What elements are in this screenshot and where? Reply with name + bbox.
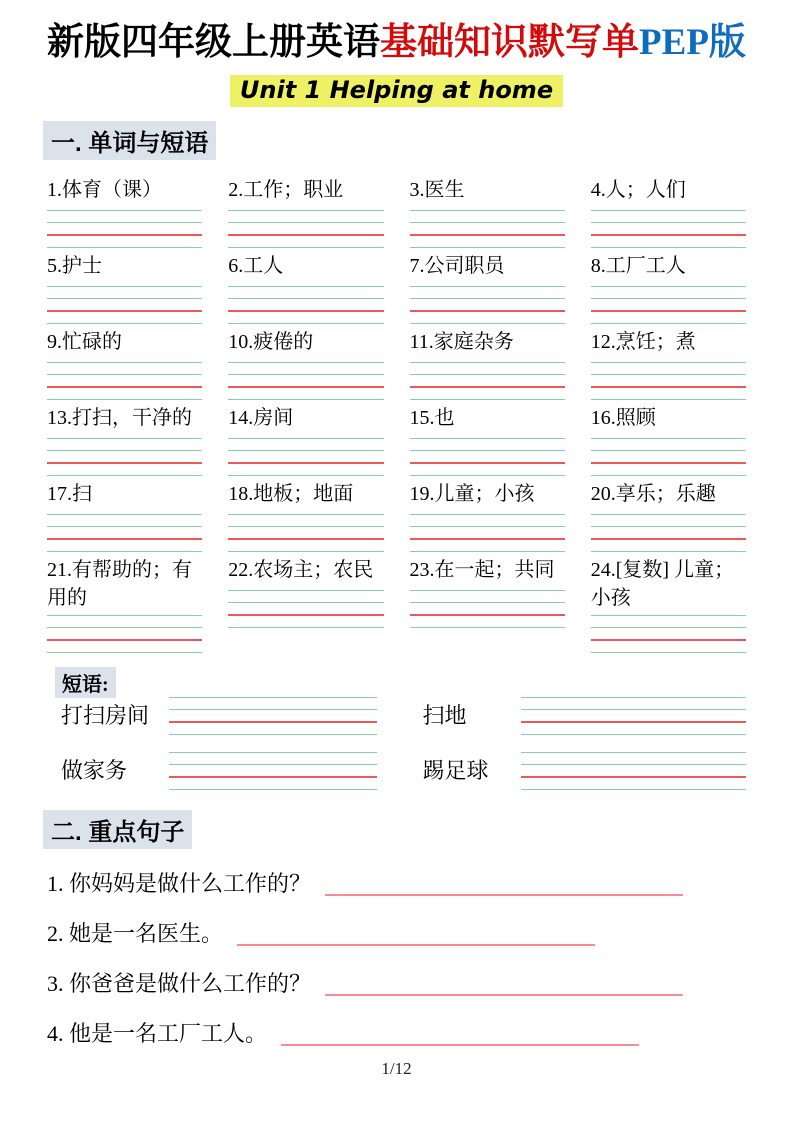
writing-line-green xyxy=(47,475,202,476)
sentence-item xyxy=(47,970,746,999)
writing-line-red xyxy=(47,538,202,540)
writing-line-green xyxy=(410,323,565,324)
word-item xyxy=(47,404,202,476)
writing-line-green xyxy=(521,752,747,753)
writing-line-red xyxy=(410,386,565,388)
word-label: 19.儿童；小孩 xyxy=(409,482,535,505)
writing-line-green xyxy=(410,210,565,211)
writing-line-green xyxy=(521,789,747,790)
page-title xyxy=(47,22,746,65)
phrases-label: 短语: xyxy=(55,667,116,698)
writing-line-green xyxy=(228,438,383,439)
writing-lines xyxy=(410,514,565,552)
writing-line-red xyxy=(410,538,565,540)
writing-line-green xyxy=(228,627,383,628)
word-item xyxy=(47,480,202,552)
word-label: 21.有帮助的；有用的 xyxy=(47,558,192,609)
answer-blank-line xyxy=(237,944,595,946)
writing-lines xyxy=(228,590,383,628)
writing-line-green xyxy=(521,697,747,698)
word-item xyxy=(591,556,746,653)
writing-lines xyxy=(47,362,202,400)
writing-line-green xyxy=(410,514,565,515)
writing-line-green xyxy=(169,734,377,735)
writing-line-green xyxy=(410,399,565,400)
writing-lines xyxy=(47,514,202,552)
title-part-blue: PEP版 xyxy=(639,22,746,63)
writing-line-green xyxy=(228,475,383,476)
writing-line-green xyxy=(410,551,565,552)
writing-line-green xyxy=(47,323,202,324)
writing-lines xyxy=(228,362,383,400)
writing-line-red xyxy=(47,234,202,236)
word-label: 14.房间 xyxy=(228,406,294,429)
writing-line-green xyxy=(47,362,202,363)
writing-lines xyxy=(410,286,565,324)
sentence-item xyxy=(47,1020,746,1049)
word-label: 16.照顾 xyxy=(590,406,656,429)
writing-line-green xyxy=(410,298,565,299)
writing-line-green xyxy=(169,789,377,790)
writing-line-green xyxy=(591,222,746,223)
section-sentences-header: 二. 重点句子 xyxy=(43,810,192,849)
word-item xyxy=(591,252,746,324)
word-item xyxy=(591,404,746,476)
sentence-text: 1. 你妈妈是做什么工作的？ xyxy=(47,870,312,896)
writing-line-green xyxy=(169,697,377,698)
unit-subtitle: Unit 1 Helping at home xyxy=(230,75,563,107)
writing-line-red xyxy=(228,614,383,616)
answer-blank-line xyxy=(281,1044,639,1046)
writing-lines xyxy=(47,438,202,476)
writing-line-red xyxy=(47,462,202,464)
writing-line-green xyxy=(228,526,383,527)
writing-line-green xyxy=(591,286,746,287)
writing-line-red xyxy=(228,310,383,312)
writing-lines xyxy=(521,697,747,735)
writing-line-green xyxy=(228,590,383,591)
title-part-red: 基础知识默写单 xyxy=(380,22,640,63)
writing-line-green xyxy=(228,374,383,375)
writing-line-green xyxy=(410,247,565,248)
writing-line-green xyxy=(47,514,202,515)
writing-line-red xyxy=(228,386,383,388)
writing-line-green xyxy=(228,247,383,248)
writing-line-green xyxy=(228,362,383,363)
writing-lines xyxy=(591,438,746,476)
phrase-label: 做家务 xyxy=(61,757,128,783)
word-label: 8.工厂工人 xyxy=(590,254,686,277)
writing-line-red xyxy=(521,776,747,778)
writing-line-green xyxy=(410,438,565,439)
writing-line-green xyxy=(410,374,565,375)
writing-line-red xyxy=(169,721,377,723)
word-label: 4.人；人们 xyxy=(590,178,686,201)
writing-line-green xyxy=(228,602,383,603)
writing-line-red xyxy=(410,614,565,616)
writing-lines xyxy=(591,210,746,248)
writing-line-green xyxy=(521,764,747,765)
word-item xyxy=(591,480,746,552)
phrase-grid xyxy=(47,694,746,790)
writing-line-green xyxy=(47,222,202,223)
word-label: 18.地板；地面 xyxy=(228,482,354,505)
word-label: 23.在一起；共同 xyxy=(409,558,555,581)
writing-line-green xyxy=(591,362,746,363)
word-label: 17.扫 xyxy=(47,482,92,505)
word-label: 12.烹饪；煮 xyxy=(590,330,696,353)
writing-line-green xyxy=(47,399,202,400)
answer-blank-line xyxy=(325,994,683,996)
word-item xyxy=(47,556,202,653)
writing-line-green xyxy=(591,615,746,616)
word-label: 20.享乐；乐趣 xyxy=(590,482,716,505)
word-label: 5.护士 xyxy=(47,254,102,277)
writing-line-green xyxy=(591,526,746,527)
writing-lines xyxy=(47,286,202,324)
writing-line-green xyxy=(591,514,746,515)
word-item xyxy=(228,252,383,324)
writing-lines xyxy=(47,210,202,248)
writing-line-green xyxy=(47,286,202,287)
writing-lines xyxy=(410,362,565,400)
word-item xyxy=(591,328,746,400)
writing-lines xyxy=(228,514,383,552)
writing-line-green xyxy=(47,526,202,527)
writing-line-green xyxy=(410,450,565,451)
writing-line-green xyxy=(228,298,383,299)
writing-line-red xyxy=(47,386,202,388)
writing-lines xyxy=(169,752,377,790)
word-label: 9.忙碌的 xyxy=(47,330,122,353)
writing-line-green xyxy=(228,323,383,324)
phrase-item xyxy=(417,749,747,790)
word-item xyxy=(47,252,202,324)
word-item xyxy=(228,404,383,476)
writing-line-green xyxy=(169,709,377,710)
writing-line-green xyxy=(591,475,746,476)
writing-lines xyxy=(521,752,747,790)
word-item xyxy=(591,176,746,248)
word-label: 7.公司职员 xyxy=(409,254,505,277)
writing-line-red xyxy=(228,538,383,540)
writing-line-red xyxy=(228,234,383,236)
writing-line-green xyxy=(591,438,746,439)
writing-line-red xyxy=(410,310,565,312)
writing-line-green xyxy=(47,298,202,299)
writing-line-green xyxy=(521,709,747,710)
writing-line-green xyxy=(410,286,565,287)
writing-lines xyxy=(410,590,565,628)
word-item xyxy=(410,404,565,476)
phrase-item xyxy=(47,694,377,735)
writing-line-green xyxy=(410,526,565,527)
writing-line-green xyxy=(410,602,565,603)
word-item xyxy=(47,176,202,248)
writing-line-green xyxy=(47,551,202,552)
writing-line-green xyxy=(591,627,746,628)
writing-line-red xyxy=(591,538,746,540)
writing-lines xyxy=(591,286,746,324)
word-item xyxy=(228,480,383,552)
word-label: 24.[复数] 儿童；小孩 xyxy=(590,558,735,609)
writing-lines xyxy=(591,615,746,653)
word-label: 1.体育（课） xyxy=(47,178,162,201)
writing-line-green xyxy=(47,210,202,211)
section-words-header: 一. 单词与短语 xyxy=(43,121,216,160)
writing-lines xyxy=(228,438,383,476)
writing-line-red xyxy=(47,310,202,312)
writing-lines xyxy=(228,210,383,248)
phrase-item xyxy=(47,749,377,790)
sentence-text: 2. 她是一名医生。 xyxy=(47,920,224,946)
writing-line-green xyxy=(228,286,383,287)
sentence-item xyxy=(47,870,746,899)
writing-line-green xyxy=(410,627,565,628)
word-item xyxy=(228,176,383,248)
phrase-item xyxy=(417,694,747,735)
writing-lines xyxy=(591,514,746,552)
sentence-item xyxy=(47,920,746,949)
writing-line-green xyxy=(410,362,565,363)
writing-line-green xyxy=(228,514,383,515)
writing-line-red xyxy=(591,234,746,236)
word-item xyxy=(228,328,383,400)
writing-line-red xyxy=(591,462,746,464)
word-label: 2.工作；职业 xyxy=(228,178,344,201)
word-label: 3.医生 xyxy=(409,178,465,201)
writing-line-green xyxy=(410,590,565,591)
word-grid xyxy=(47,176,746,653)
writing-line-green xyxy=(47,627,202,628)
writing-line-red xyxy=(169,776,377,778)
writing-line-green xyxy=(47,438,202,439)
writing-line-green xyxy=(47,247,202,248)
word-label: 6.工人 xyxy=(228,254,284,277)
writing-line-red xyxy=(591,639,746,641)
writing-line-green xyxy=(591,551,746,552)
writing-line-green xyxy=(47,374,202,375)
writing-lines xyxy=(410,438,565,476)
sentences-list xyxy=(47,870,746,1049)
answer-blank-line xyxy=(325,894,683,896)
writing-line-green xyxy=(169,752,377,753)
word-label: 13.打扫，干净的 xyxy=(47,406,192,429)
writing-line-green xyxy=(47,615,202,616)
writing-line-green xyxy=(228,450,383,451)
word-item xyxy=(228,556,383,653)
writing-line-red xyxy=(591,310,746,312)
writing-line-green xyxy=(228,551,383,552)
writing-line-green xyxy=(591,652,746,653)
writing-line-green xyxy=(47,450,202,451)
writing-line-green xyxy=(410,222,565,223)
word-label: 15.也 xyxy=(409,406,455,429)
writing-line-red xyxy=(228,462,383,464)
sentence-text: 4. 他是一名工厂工人。 xyxy=(47,1020,268,1046)
writing-lines xyxy=(47,615,202,653)
writing-lines xyxy=(169,697,377,735)
writing-line-green xyxy=(228,222,383,223)
writing-lines xyxy=(591,362,746,400)
title-part-black: 新版四年级上册英语 xyxy=(47,22,381,63)
subtitle-row xyxy=(47,75,746,107)
word-label: 22.农场主；农民 xyxy=(228,558,374,581)
writing-line-red xyxy=(521,721,747,723)
writing-line-green xyxy=(228,210,383,211)
writing-line-green xyxy=(591,399,746,400)
writing-line-green xyxy=(591,323,746,324)
phrase-label: 踢足球 xyxy=(422,757,489,783)
writing-line-red xyxy=(591,386,746,388)
word-item xyxy=(47,328,202,400)
word-label: 10.疲倦的 xyxy=(228,330,314,353)
word-label: 11.家庭杂务 xyxy=(409,330,514,353)
phrase-label: 打扫房间 xyxy=(61,702,150,728)
writing-line-red xyxy=(410,462,565,464)
phrases-section xyxy=(47,653,746,790)
phrase-label: 扫地 xyxy=(422,702,467,728)
writing-line-green xyxy=(591,374,746,375)
writing-lines xyxy=(228,286,383,324)
writing-line-green xyxy=(169,764,377,765)
writing-line-red xyxy=(47,639,202,641)
word-item xyxy=(410,176,565,248)
writing-line-green xyxy=(591,298,746,299)
writing-line-green xyxy=(228,399,383,400)
word-item xyxy=(410,252,565,324)
word-item xyxy=(410,556,565,653)
sentence-text: 3. 你爸爸是做什么工作的？ xyxy=(47,970,312,996)
writing-lines xyxy=(410,210,565,248)
writing-line-green xyxy=(591,210,746,211)
word-item xyxy=(410,328,565,400)
word-item xyxy=(410,480,565,552)
writing-line-green xyxy=(410,475,565,476)
page-number: 1/12 xyxy=(381,1058,412,1078)
writing-line-red xyxy=(410,234,565,236)
writing-line-green xyxy=(521,734,747,735)
writing-line-green xyxy=(591,450,746,451)
writing-line-green xyxy=(591,247,746,248)
